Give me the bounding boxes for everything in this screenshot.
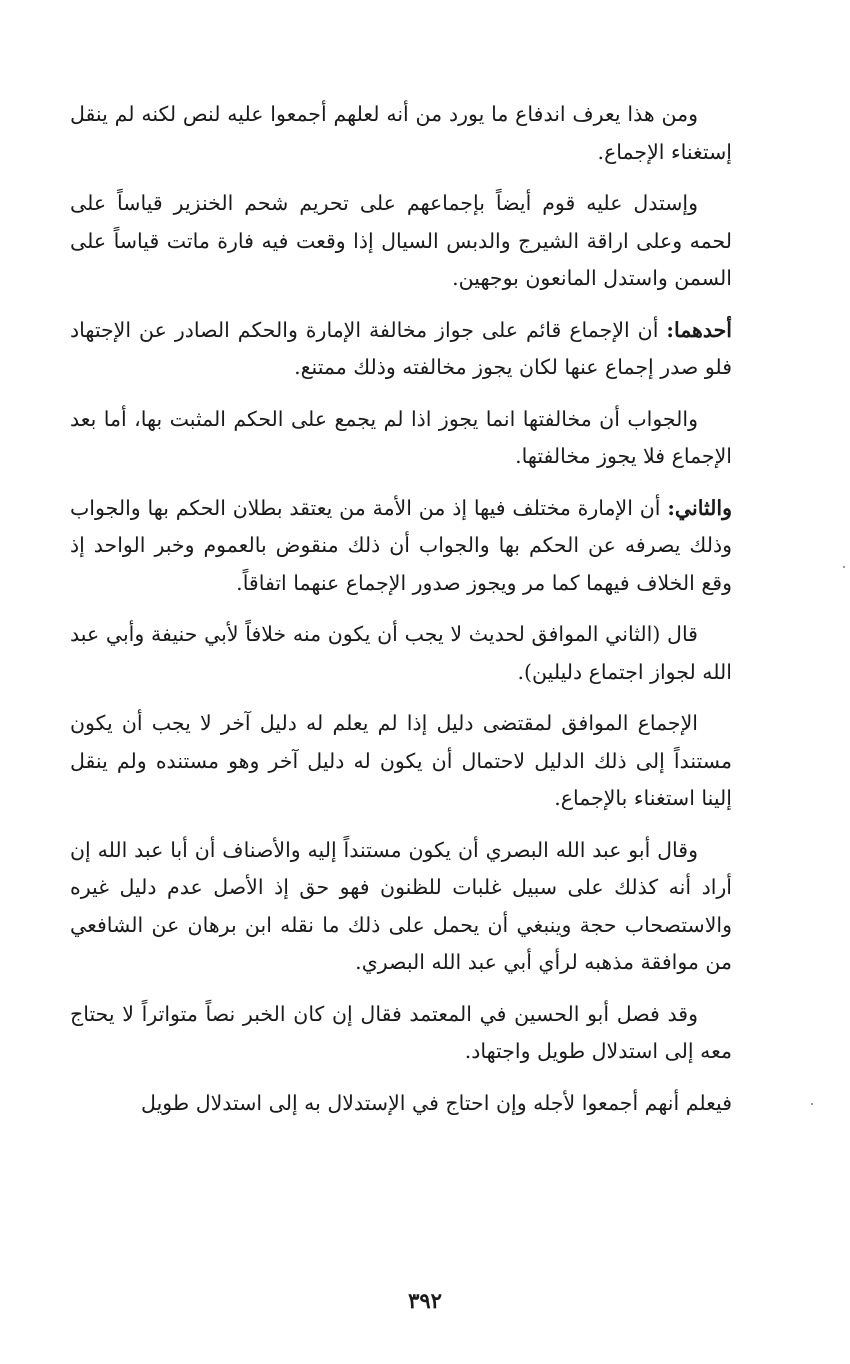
paragraph-text: قال (الثاني الموافق لحديث لا يجب أن يكون منه خلافاً لأبي حنيفة وأبي عبد الله لجواز اجتماع دليلين).	[70, 622, 732, 684]
paragraph	[70, 490, 732, 603]
paragraph-text: وقد فصل أبو الحسين في المعتمد فقال إن كان الخبر نصاً متواتراً لا يحتاج معه إلى استدلال طويل واجتهاد.	[70, 1001, 732, 1063]
scan-speck	[843, 566, 845, 568]
paragraph	[70, 705, 732, 818]
paragraph-text: وقال أبو عبد الله البصري أن يكون مستنداً إليه والأصناف أن أبا عبد الله إن أراد أنه كذلك على سبيل غلبات للظنون فهو حق إذ الأصل عدم دليل غيره والاستصحاب حجة وينبغي أن يحمل على ذلك ما نقله ابن برهان عن الشافعي من موافقة مذهبه لرأي أبي عبد الله البصري.	[70, 837, 732, 974]
paragraph	[70, 312, 732, 387]
paragraph	[70, 185, 732, 298]
paragraph	[70, 1085, 732, 1123]
paragraph-text: وإستدل عليه قوم أيضاً بإجماعهم على تحريم شحم الخنزير قياساً على لحمه وعلى اراقة الشيرج والدبس السيال إذا وقعت فيه فارة ماتت قياساً على السمن واستدل المانعون بوجهين.	[70, 191, 732, 290]
paragraph-text: ومن هذا يعرف اندفاع ما يورد من أنه لعلهم أجمعوا عليه لنص لكنه لم ينقل إستغناء الإجماع.	[70, 102, 732, 164]
paragraph-text: أن الإمارة مختلف فيها إذ من الأمة من يعتقد بطلان الحكم بها والجواب وذلك يصرفه عن الحكم بها والجواب أن ذلك منقوض بالعموم وخبر الواحد إذ وقع الخلاف فيهما كما مر ويجوز صدور الإجماع عنهما اتفاقاً.	[70, 495, 732, 595]
paragraph-text: فيعلم أنهم أجمعوا لأجله وإن احتاج في الإستدلال به إلى استدلال طويل	[141, 1090, 732, 1115]
paragraph	[70, 401, 732, 476]
paragraph	[70, 832, 732, 982]
paragraph-text: والجواب أن مخالفتها انما يجوز اذا لم يجمع على الحكم المثبت بها، أما بعد الإجماع فلا يجوز مخالفتها.	[70, 406, 732, 468]
paragraph-lead: أحدهما:	[666, 317, 732, 342]
scan-speck	[811, 1103, 813, 1105]
paragraph-text: الإجماع الموافق لمقتضى دليل إذا لم يعلم له دليل آخر لا يجب أن يكون مستنداً إلى ذلك الدليل لاحتمال أن يكون له دليل آخر وهو مستنده ولم ينقل إلينا استغناء بالإجماع.	[70, 711, 732, 810]
page-number: ٣٩٢	[408, 1288, 442, 1313]
paragraph	[70, 616, 732, 691]
paragraph	[70, 996, 732, 1071]
body-text	[70, 96, 732, 1136]
paragraph-lead: والثاني:	[667, 495, 732, 520]
paragraph-text: أن الإجماع قائم على جواز مخالفة الإمارة والحكم الصادر عن الإجتهاد فلو صدر إجماع عنها لكان يجوز مخالفته وذلك ممتنع.	[70, 317, 732, 379]
paragraph	[70, 96, 732, 171]
